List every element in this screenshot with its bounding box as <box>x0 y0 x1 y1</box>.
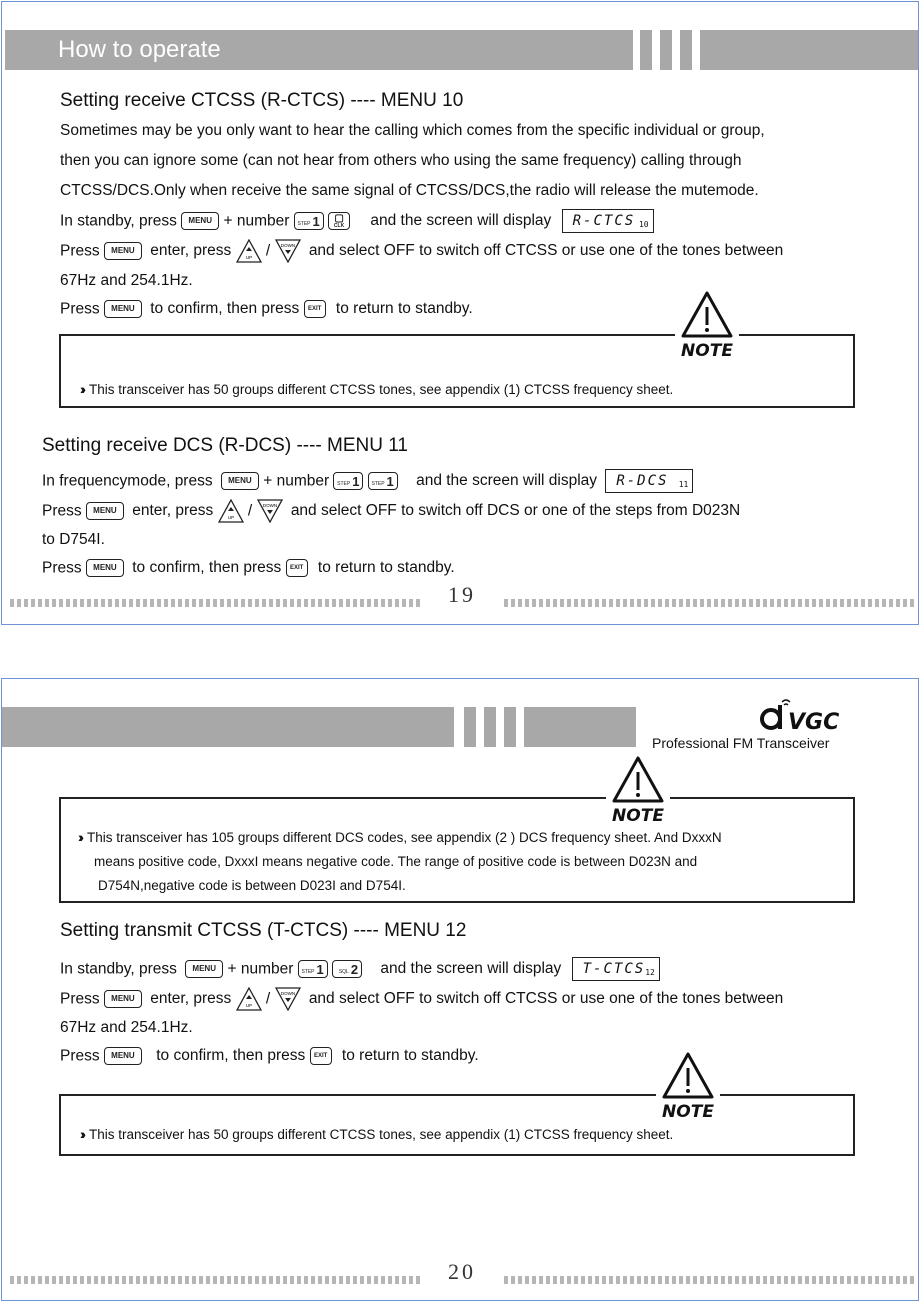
step-text: to confirm, then press <box>132 559 282 577</box>
paragraph-line: then you can ignore some (can not hear from others who using the same frequency) calling through <box>60 152 742 169</box>
step-text: and select OFF to switch off CTCSS or use one of the tones between <box>308 990 784 1008</box>
header-stripe <box>660 30 672 70</box>
note-label: NOTE <box>612 806 664 826</box>
menu-key-icon: MENU <box>221 472 259 490</box>
warning-icon <box>661 1051 715 1101</box>
step-text: / <box>247 502 253 520</box>
step-text: + number <box>223 212 290 230</box>
chevron-icon: ›› <box>80 1127 83 1142</box>
step-text: and the screen will display <box>370 212 552 230</box>
header-stripe <box>640 30 652 70</box>
manual-page-19 <box>1 1 919 625</box>
note-text-line: means positive code, DxxxI means negative code. The range of positive code is between D023N and <box>94 854 698 869</box>
menu-key-icon: MENU <box>104 242 142 260</box>
brand-name: VGC <box>788 710 840 735</box>
section-heading-t-ctcss: Setting transmit CTCSS (T-CTCS) ---- MENU 12 <box>60 920 467 941</box>
step-text: Press <box>60 242 100 260</box>
brand-logo <box>758 695 854 735</box>
brand-subtitle: Professional FM Transceiver <box>652 735 830 751</box>
key-sublabel: SQL <box>338 969 349 975</box>
step-text: In standby, press <box>60 212 177 230</box>
page-header-title: How to operate <box>58 36 221 63</box>
clk-key-icon: ▢ CLK <box>328 212 350 230</box>
step-text: to return to standby. <box>341 1047 479 1065</box>
note-text-line: D754N,negative code is between D023I and D754I. <box>98 878 406 893</box>
step-text: / <box>265 990 271 1008</box>
step-1-key-icon <box>294 212 324 230</box>
note-text-line <box>80 1128 673 1142</box>
key-digit: 1 <box>386 473 394 489</box>
brand-logo-icon <box>758 695 854 735</box>
key-digit: 1 <box>312 213 320 229</box>
chevron-icon: ›› <box>78 830 81 845</box>
step-text: Press <box>60 1047 100 1065</box>
key-sublabel: STEP <box>337 481 351 487</box>
step-1-key-icon <box>298 960 328 978</box>
instruction-step-2 <box>60 239 783 263</box>
menu-key-icon: MENU <box>104 1047 142 1065</box>
exit-key-icon: EXIT <box>310 1047 332 1065</box>
header-stripe <box>504 707 516 747</box>
step-text: + number <box>263 472 330 490</box>
header-stripe <box>464 707 476 747</box>
step-text: Press <box>42 559 82 577</box>
step-text: Press <box>60 990 100 1008</box>
key-sublabel: STEP <box>301 969 315 975</box>
instruction-step-3 <box>60 300 473 318</box>
header-bar-right <box>700 30 918 70</box>
step-text: In standby, press <box>60 960 177 978</box>
footer-dotted-line <box>504 599 916 607</box>
manual-page-20 <box>1 678 919 1301</box>
key-sublabel: UP <box>245 255 252 260</box>
header-bar-right <box>524 707 636 747</box>
key-digit: 1 <box>352 473 360 489</box>
paragraph-line: CTCSS/DCS.Only when receive the same signal of CTCSS/DCS,the radio will release the mutemode. <box>60 182 759 199</box>
key-digit: 2 <box>350 961 359 977</box>
step-text: enter, press <box>132 502 214 520</box>
note-label: NOTE <box>662 1102 714 1122</box>
step-1-key-icon <box>368 472 398 490</box>
step-1-key-icon <box>333 472 363 490</box>
footer-dotted-line <box>504 1276 916 1284</box>
step-text: In frequencymode, press <box>42 472 213 490</box>
instruction-step-2 <box>42 499 740 523</box>
instruction-step-2 <box>60 987 783 1011</box>
step-text: and the screen will display <box>380 960 562 978</box>
step-text: + number <box>227 960 294 978</box>
step-text: and select OFF to switch off CTCSS or use one of the tones between <box>308 242 784 260</box>
down-key-icon <box>275 239 301 263</box>
up-key-icon <box>218 499 244 523</box>
note-box <box>59 1094 855 1156</box>
step-text: and select OFF to switch off DCS or one of the steps from D023N <box>290 502 741 520</box>
step-text: / <box>265 242 271 260</box>
step-text: enter, press <box>150 242 232 260</box>
note-callout <box>606 755 670 829</box>
warning-icon <box>611 755 665 805</box>
menu-key-icon: MENU <box>104 990 142 1008</box>
step-text: to return to standby. <box>317 559 455 577</box>
lcd-menu-number: 11 <box>678 480 689 489</box>
key-sublabel: DOWN <box>280 991 295 996</box>
paragraph-line: 67Hz and 254.1Hz. <box>60 1019 193 1036</box>
key-sublabel: UP <box>227 515 234 520</box>
note-text-line <box>78 831 722 845</box>
lcd-text: R-DCS <box>616 473 669 489</box>
note-text-line <box>80 383 673 397</box>
instruction-step-1 <box>60 209 654 233</box>
menu-key-icon: MENU <box>185 960 223 978</box>
note-callout <box>656 1051 720 1125</box>
chevron-icon: ›› <box>80 382 83 397</box>
lcd-display-icon <box>562 209 654 233</box>
menu-key-icon: MENU <box>86 502 124 520</box>
section-heading-r-ctcss: Setting receive CTCSS (R-CTCS) ---- MENU 10 <box>60 90 464 111</box>
note-callout <box>675 290 739 364</box>
exit-key-icon: EXIT <box>304 300 326 318</box>
instruction-step-3 <box>42 559 455 577</box>
step-text: to confirm, then press <box>150 300 300 318</box>
step-text: Press <box>42 502 82 520</box>
key-sublabel: UP <box>245 1003 252 1008</box>
step-text: to confirm, then press <box>156 1047 306 1065</box>
note-text: This transceiver has 105 groups different DCS codes, see appendix (2 ) DCS frequency sheet. And DxxxN <box>87 830 722 845</box>
note-text: This transceiver has 50 groups different CTCSS tones, see appendix (1) CTCSS frequency sheet. <box>89 1127 674 1142</box>
header-bar <box>2 707 454 747</box>
menu-key-icon: MENU <box>86 559 124 577</box>
key-sublabel: DOWN <box>280 243 295 248</box>
step-text: Press <box>60 300 100 318</box>
lcd-display-icon <box>605 469 693 493</box>
step-text: enter, press <box>150 990 232 1008</box>
instruction-step-1 <box>60 957 660 981</box>
page-number: 19 <box>448 582 476 607</box>
down-key-icon <box>257 499 283 523</box>
key-sublabel: STEP <box>371 481 385 487</box>
down-key-icon <box>275 987 301 1011</box>
footer-dotted-line <box>10 1276 422 1284</box>
step-text: and the screen will display <box>416 472 598 490</box>
sql-2-key-icon <box>332 960 362 978</box>
header-stripe <box>680 30 692 70</box>
lcd-menu-number: 10 <box>638 220 649 229</box>
up-key-icon <box>236 987 262 1011</box>
note-label: NOTE <box>681 341 733 361</box>
section-heading-r-dcs: Setting receive DCS (R-DCS) ---- MENU 11 <box>42 435 408 456</box>
note-text: This transceiver has 50 groups different CTCSS tones, see appendix (1) CTCSS frequency sheet. <box>89 382 674 397</box>
menu-key-icon: MENU <box>104 300 142 318</box>
lcd-menu-number: 12 <box>645 968 655 977</box>
header-stripe <box>484 707 496 747</box>
key-digit: 1 <box>316 961 324 977</box>
instruction-step-1 <box>42 469 693 493</box>
lcd-text: T-CTCS <box>582 961 646 977</box>
instruction-step-3 <box>60 1047 479 1065</box>
key-sublabel: DOWN <box>262 503 277 508</box>
footer-dotted-line <box>10 599 422 607</box>
warning-icon <box>680 290 734 340</box>
up-key-icon <box>236 239 262 263</box>
paragraph-line: Sometimes may be you only want to hear the calling which comes from the specific individual or group, <box>60 122 765 139</box>
key-sublabel: STEP <box>297 221 311 227</box>
menu-key-icon: MENU <box>181 212 219 230</box>
lcd-display-icon <box>572 957 660 981</box>
exit-key-icon: EXIT <box>286 559 308 577</box>
paragraph-line: to D754I. <box>42 531 105 548</box>
lcd-text: R-CTCS <box>572 213 636 229</box>
paragraph-line: 67Hz and 254.1Hz. <box>60 272 193 289</box>
key-sublabel: CLK <box>333 222 345 229</box>
step-text: to return to standby. <box>335 300 473 318</box>
page-number: 20 <box>448 1259 476 1284</box>
